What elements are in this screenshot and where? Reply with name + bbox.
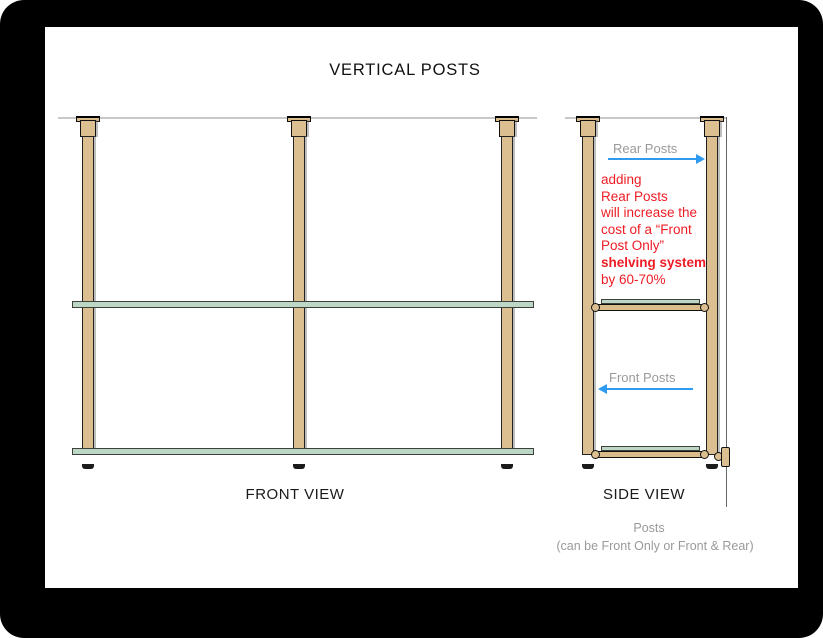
- note-line: will increase the: [601, 205, 698, 221]
- front-posts-arrowhead-icon: [598, 384, 607, 394]
- posts-caption-line1: Posts: [633, 521, 665, 535]
- side-view-middle-shelf: [601, 299, 700, 304]
- rail-knob-connector: [700, 450, 709, 459]
- rail-knob-connector: [591, 450, 600, 459]
- post-cap: [499, 120, 515, 137]
- post-foot: [293, 464, 305, 469]
- post-foot: [706, 464, 718, 469]
- posts-caption-line2: (can be Front Only or Front & Rear): [556, 539, 754, 553]
- side-view-middle-rail: [596, 304, 704, 311]
- side-view-bottom-shelf: [601, 446, 700, 451]
- front-view-post-middle: [287, 116, 311, 469]
- post-foot: [582, 464, 594, 469]
- note-line: Post Only”: [601, 238, 665, 254]
- side-view-rear-post: [700, 116, 724, 469]
- rail-knob-connector: [591, 303, 600, 312]
- front-posts-arrow: [607, 388, 693, 390]
- post-foot: [82, 464, 94, 469]
- rear-posts-arrow: [608, 158, 696, 160]
- post-shaft: [582, 136, 594, 455]
- note-line: Rear Posts: [601, 188, 668, 204]
- post-shaft: [293, 136, 305, 455]
- drawing-page: [45, 27, 798, 588]
- rear-posts-label: Rear Posts: [613, 141, 678, 156]
- post-cap: [80, 120, 96, 137]
- post-shaft: [501, 136, 513, 455]
- rail-knob-connector: [700, 303, 709, 312]
- side-view-front-post: [576, 116, 600, 469]
- front-posts-label: Front Posts: [609, 370, 676, 385]
- front-view-middle-shelf: [72, 301, 534, 308]
- post-cap: [291, 120, 307, 137]
- note-line: shelving system: [601, 254, 707, 270]
- note-line: adding: [601, 172, 642, 187]
- post-cap: [580, 120, 596, 137]
- page-title: VERTICAL POSTS: [329, 61, 481, 79]
- front-view-post-right: [495, 116, 519, 469]
- note-line: by 60-70%: [601, 271, 666, 287]
- front-view-post-left: [76, 116, 100, 469]
- front-view-label: FRONT VIEW: [245, 486, 345, 503]
- note-line: cost of a “Front: [601, 221, 692, 237]
- post-foot: [501, 464, 513, 469]
- post-shaft: [82, 136, 94, 455]
- side-view-bottom-rail: [596, 451, 704, 458]
- cost-note: [601, 172, 721, 288]
- post-cap: [704, 120, 720, 137]
- wall-bracket: [721, 447, 730, 467]
- front-view-bottom-shelf: [72, 448, 534, 455]
- side-view-label: SIDE VIEW: [602, 486, 685, 503]
- rear-posts-arrowhead-icon: [696, 154, 705, 164]
